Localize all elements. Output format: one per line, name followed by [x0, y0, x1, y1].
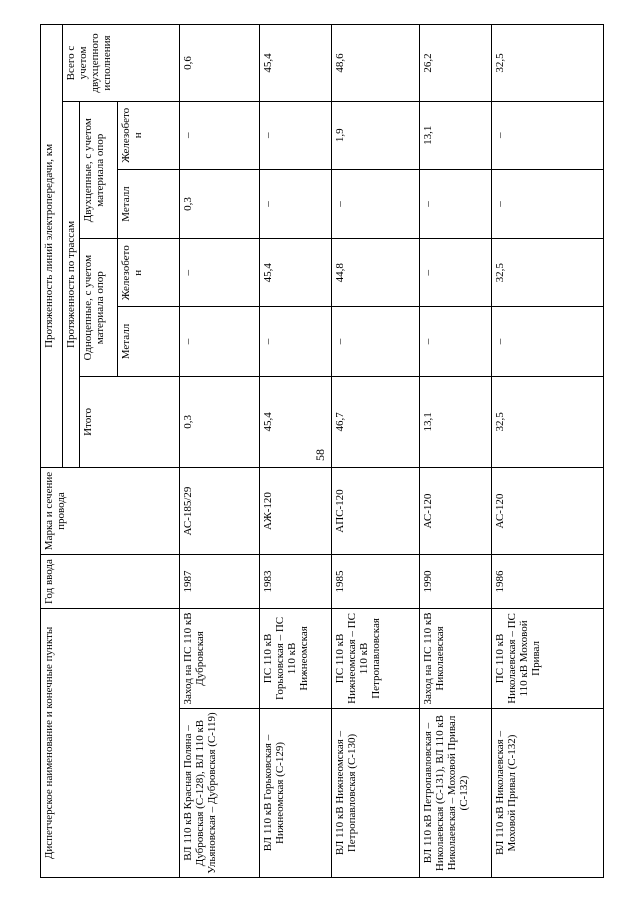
total-cell: 13,1 — [420, 376, 492, 467]
wire-cell: АС-185/29 — [180, 467, 260, 554]
table-row — [420, 25, 492, 878]
total-cell: 45,4 — [260, 376, 332, 467]
line-name: ВЛ 110 кВ Нижнеомская – Петропавловская (С-130) — [332, 709, 420, 878]
single-metal-cell: – — [180, 307, 260, 377]
header-route-group: Протяженность по трассам — [63, 102, 80, 468]
double-concrete-cell: – — [180, 102, 260, 170]
header-single: Одноцепные, с учетом материала опор — [80, 239, 118, 376]
header-double-concrete: Железобетон — [118, 102, 180, 170]
single-concrete-cell: – — [180, 239, 260, 307]
end-points: Заход на ПС 110 кВ Николаевская — [420, 608, 492, 708]
line-name: ВЛ 110 кВ Красная Поляна – Дубровская (С-128), ВЛ 110 кВ Ульяновская – Дубровская (С-119) — [180, 709, 260, 878]
double-concrete-cell: – — [260, 102, 332, 170]
total-cell: 0,3 — [180, 376, 260, 467]
header-length-group: Протяженность линий электропередачи, км — [41, 25, 63, 468]
rotated-table — [40, 24, 604, 878]
page-number: 58 — [313, 449, 327, 461]
header-double: Двухцепные, с учетом материала опор — [80, 102, 118, 239]
single-concrete-cell: 44,8 — [332, 239, 420, 307]
end-points: Заход на ПС 110 кВ Дубровская — [180, 608, 260, 708]
double-concrete-cell: – — [492, 102, 604, 170]
year-cell: 1985 — [332, 555, 420, 609]
year-cell: 1986 — [492, 555, 604, 609]
line-name: ВЛ 110 кВ Горьковская – Нижнеомская (С-129) — [260, 709, 332, 878]
total-cell: 32,5 — [492, 376, 604, 467]
single-metal-cell: – — [492, 307, 604, 377]
line-name: ВЛ 110 кВ Николаевская – Моховой Привал (С-132) — [492, 709, 604, 878]
wire-cell: АС-120 — [420, 467, 492, 554]
table-row — [492, 25, 604, 878]
single-metal-cell: – — [420, 307, 492, 377]
grand-total-cell: 48,6 — [332, 25, 420, 102]
header-year: Год ввода — [41, 555, 180, 609]
wire-cell: АПС-120 — [332, 467, 420, 554]
line-name: ВЛ 110 кВ Петропавловская – Николаевская (С-131), ВЛ 110 кВ Николаевская – Моховой Привал (С-132) — [420, 709, 492, 878]
table-row — [260, 25, 332, 878]
grand-total-cell: 45,4 — [260, 25, 332, 102]
end-points: ПС 110 кВ Николаевская – ПС 110 кВ Моховой Привал — [492, 608, 604, 708]
total-cell: 46,7 — [332, 376, 420, 467]
year-cell: 1990 — [420, 555, 492, 609]
double-metal-cell: – — [420, 169, 492, 239]
single-concrete-cell: 45,4 — [260, 239, 332, 307]
wire-cell: АЖ-120 — [260, 467, 332, 554]
header-single-concrete: Железобетон — [118, 239, 180, 307]
double-metal-cell: – — [332, 169, 420, 239]
end-points: ПС 110 кВ Нижнеомская – ПС 110 кВ Петропавловская — [332, 608, 420, 708]
single-metal-cell: – — [260, 307, 332, 377]
table-row — [332, 25, 420, 878]
grand-total-cell: 26,2 — [420, 25, 492, 102]
single-metal-cell: – — [332, 307, 420, 377]
double-concrete-cell: 13,1 — [420, 102, 492, 170]
header-grand-total: Всего с учетом двухцепного исполнения — [63, 25, 180, 102]
end-points: ПС 110 кВ Горьковская – ПС 110 кВ Нижнеомская — [260, 608, 332, 708]
header-wire: Марка и сечение провода — [41, 467, 180, 554]
double-concrete-cell: 1,9 — [332, 102, 420, 170]
single-concrete-cell: – — [420, 239, 492, 307]
power-lines-table — [40, 24, 604, 878]
header-single-metal: Металл — [118, 307, 180, 377]
header-double-metal: Металл — [118, 169, 180, 239]
header-total: Итого — [80, 376, 180, 467]
wire-cell: АС-120 — [492, 467, 604, 554]
header-name: Диспетчерское наименование и конечные пункты — [41, 608, 180, 877]
grand-total-cell: 0,6 — [180, 25, 260, 102]
grand-total-cell: 32,5 — [492, 25, 604, 102]
double-metal-cell: – — [260, 169, 332, 239]
year-cell: 1987 — [180, 555, 260, 609]
double-metal-cell: – — [492, 169, 604, 239]
double-metal-cell: 0,3 — [180, 169, 260, 239]
single-concrete-cell: 32,5 — [492, 239, 604, 307]
header-row-1 — [41, 25, 63, 878]
table-row — [180, 25, 260, 878]
year-cell: 1983 — [260, 555, 332, 609]
table-container — [40, 24, 604, 878]
